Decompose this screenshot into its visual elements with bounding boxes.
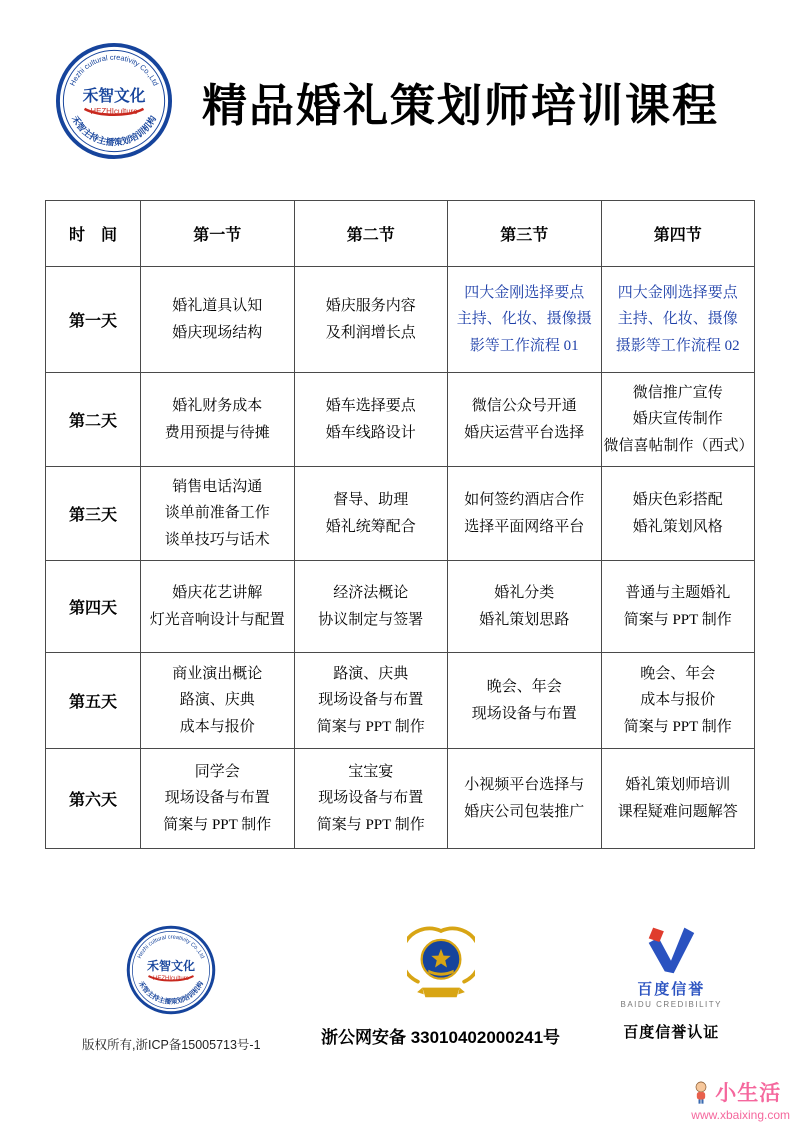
table-row — [46, 561, 755, 653]
session-line: 简案与 PPT 制作 — [316, 718, 425, 735]
column-header: 第三节 — [448, 201, 602, 267]
session-cell — [448, 467, 602, 561]
session-line: 微信推广宣传 — [632, 385, 723, 402]
session-line: 现场设备与布置 — [318, 790, 424, 807]
session-cell — [448, 561, 602, 653]
baidu-certification-text: 百度信誉认证 — [623, 1024, 720, 1041]
day-cell: 第五天 — [46, 653, 141, 749]
session-line: 协议制定与签署 — [318, 611, 424, 628]
session-line: 婚庆花艺讲解 — [172, 585, 263, 602]
session-line: 婚礼策划风格 — [632, 518, 723, 535]
session-cell — [601, 267, 755, 373]
session-line: 晚会、年会 — [640, 666, 716, 683]
schedule-header-row — [46, 201, 755, 267]
session-line: 四大金刚选择要点 — [617, 285, 738, 302]
session-line: 如何签约酒店合作 — [464, 492, 585, 509]
session-line: 谈单前准备工作 — [164, 505, 270, 522]
session-line: 婚礼分类 — [494, 585, 555, 602]
session-line: 宝宝宴 — [348, 764, 394, 781]
session-line: 路演、庆典 — [179, 692, 255, 709]
session-line: 课程疑难问题解答 — [617, 803, 738, 820]
baidu-credibility-subtitle: BAIDU CREDIBILITY — [620, 1000, 722, 1009]
logo-arc-bottom-text: 禾智主持主播策划培训机构 — [69, 114, 159, 148]
session-cell — [601, 749, 755, 849]
session-cell — [141, 267, 295, 373]
table-row — [46, 373, 755, 467]
course-schedule — [45, 200, 755, 849]
footer-baidu-block — [620, 925, 722, 1042]
session-line: 现场设备与布置 — [471, 705, 577, 722]
session-line: 督导、助理 — [333, 492, 409, 509]
icp-license-text: 版权所有,浙ICP备15005713号-1 — [82, 1038, 261, 1052]
schedule-body — [46, 267, 755, 849]
session-line: 婚庆宣传制作 — [632, 411, 723, 428]
session-line: 婚庆服务内容 — [325, 298, 416, 315]
session-line: 婚礼策划思路 — [479, 611, 570, 628]
session-line: 婚庆运营平台选择 — [464, 424, 585, 441]
table-row — [46, 749, 755, 849]
session-line: 微信喜帖制作（西式） — [603, 437, 754, 454]
footer-copyright-block — [82, 925, 261, 1053]
session-line: 主持、化妆、摄像 — [617, 311, 738, 328]
session-cell — [448, 373, 602, 467]
session-line: 婚车选择要点 — [325, 398, 416, 415]
session-line: 及利润增长点 — [325, 324, 416, 341]
session-line: 销售电话沟通 — [172, 479, 263, 496]
page-title: 精品婚礼策划师培训课程 — [201, 79, 719, 131]
session-cell — [601, 653, 755, 749]
watermark-site-name: 小生活 — [715, 1082, 782, 1105]
table-row — [46, 653, 755, 749]
session-cell — [448, 653, 602, 749]
page-footer — [0, 925, 800, 1053]
day-cell: 第一天 — [46, 267, 141, 373]
session-line: 现场设备与布置 — [318, 692, 424, 709]
session-line: 简案与 PPT 制作 — [163, 816, 272, 833]
session-line: 婚礼统筹配合 — [325, 518, 416, 535]
session-line: 婚礼财务成本 — [172, 398, 263, 415]
session-line: 现场设备与布置 — [164, 790, 270, 807]
logo-arc-bottom-text: 禾智主持主播策划培训机构 — [137, 980, 206, 1006]
site-watermark — [691, 1077, 790, 1122]
logo-arc-top-text: Hezhi cultural creativity Co.,Ltd — [137, 934, 206, 960]
session-line: 小视频平台选择与 — [464, 777, 585, 794]
session-line: 灯光音响设计与配置 — [149, 611, 285, 628]
session-line: 成本与报价 — [640, 692, 716, 709]
day-cell: 第六天 — [46, 749, 141, 849]
session-line: 摄影等工作流程 02 — [615, 337, 740, 354]
session-line: 谈单技巧与话术 — [164, 531, 270, 548]
session-cell — [294, 267, 448, 373]
session-line: 简案与 PPT 制作 — [623, 611, 732, 628]
logo-arc-top-text: Hezhi cultural creativity Co.,Ltd — [67, 52, 161, 88]
column-header: 时 间 — [46, 201, 141, 267]
session-line: 成本与报价 — [179, 718, 255, 735]
session-cell — [601, 373, 755, 467]
table-row — [46, 467, 755, 561]
day-cell: 第三天 — [46, 467, 141, 561]
session-line: 四大金刚选择要点 — [464, 285, 585, 302]
session-cell — [294, 373, 448, 467]
baidu-credibility-title: 百度信誉 — [637, 981, 706, 998]
session-line: 费用预提与待摊 — [164, 424, 270, 441]
session-cell — [448, 749, 602, 849]
session-line: 婚庆色彩搭配 — [632, 492, 723, 509]
session-line: 主持、化妆、摄像摄 — [456, 311, 592, 328]
session-cell — [601, 561, 755, 653]
session-line: 简案与 PPT 制作 — [316, 816, 425, 833]
session-line: 商业演出概论 — [172, 666, 263, 683]
session-line: 同学会 — [194, 764, 240, 781]
schedule-table — [45, 200, 755, 849]
session-cell — [294, 653, 448, 749]
police-badge-icon — [407, 925, 475, 1007]
session-line: 微信公众号开通 — [471, 398, 577, 415]
session-cell — [294, 749, 448, 849]
baidu-credibility-icon — [644, 925, 698, 975]
session-line: 晚会、年会 — [486, 679, 562, 696]
session-line: 选择平面网络平台 — [464, 518, 585, 535]
session-cell — [601, 467, 755, 561]
column-header: 第二节 — [294, 201, 448, 267]
logo-cn-text: 禾智文化 — [82, 88, 146, 105]
session-cell — [448, 267, 602, 373]
watermark-site-url: www.xbaixing.com — [691, 1108, 790, 1122]
session-cell — [141, 749, 295, 849]
session-line: 婚车线路设计 — [325, 424, 416, 441]
hezhi-logo-small — [126, 925, 216, 1015]
session-line: 影等工作流程 01 — [469, 337, 579, 354]
session-line: 普通与主题婚礼 — [625, 585, 731, 602]
session-cell — [294, 467, 448, 561]
session-cell — [141, 561, 295, 653]
session-line: 婚庆公司包装推广 — [464, 803, 585, 820]
table-row — [46, 267, 755, 373]
hezhi-logo — [55, 42, 173, 160]
xiaoshenghuo-mascot-icon — [691, 1079, 711, 1105]
session-cell — [141, 467, 295, 561]
session-line: 简案与 PPT 制作 — [623, 718, 732, 735]
session-cell — [141, 653, 295, 749]
day-cell: 第四天 — [46, 561, 141, 653]
session-line: 路演、庆典 — [333, 666, 409, 683]
logo-en-text: HEZHIculture — [153, 975, 190, 982]
logo-en-text: HEZHIculture — [90, 106, 138, 116]
page-header — [0, 0, 800, 160]
column-header: 第四节 — [601, 201, 755, 267]
police-registration-number: 浙公网安备 33010402000241号 — [320, 1028, 561, 1047]
session-cell — [141, 373, 295, 467]
session-line: 婚礼策划师培训 — [625, 777, 731, 794]
session-line: 经济法概论 — [333, 585, 409, 602]
footer-police-block — [321, 925, 560, 1048]
session-line: 婚礼道具认知 — [172, 298, 263, 315]
column-header: 第一节 — [141, 201, 295, 267]
logo-cn-text: 禾智文化 — [147, 959, 196, 973]
session-cell — [294, 561, 448, 653]
session-line: 婚庆现场结构 — [172, 324, 263, 341]
day-cell: 第二天 — [46, 373, 141, 467]
